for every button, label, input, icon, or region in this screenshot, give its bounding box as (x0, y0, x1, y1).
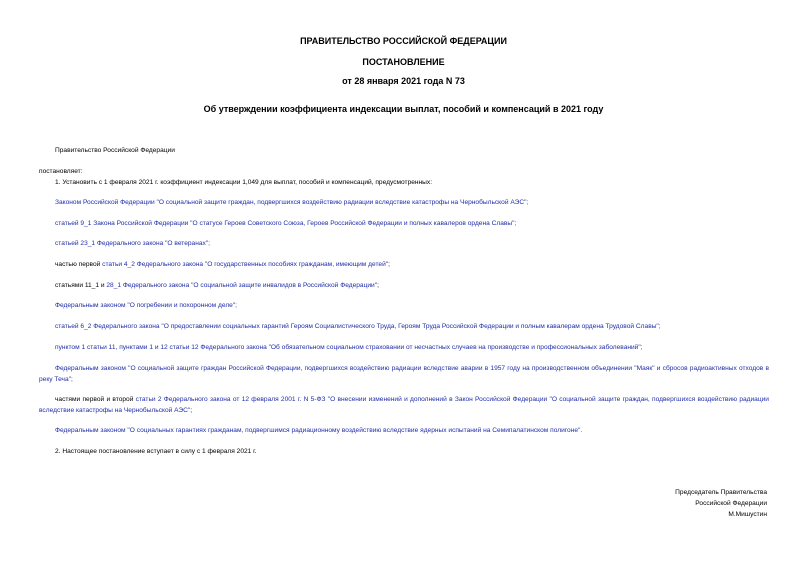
list-item-suffix: ; (190, 407, 193, 414)
list-item-suffix: ; (388, 261, 390, 268)
list-item-law-5fz (39, 394, 769, 416)
government-heading: ПРАВИТЕЛЬСТВО РОССИЙСКОЙ ФЕДЕРАЦИИ (300, 36, 507, 46)
law-link-social-insurance[interactable]: пунктом 1 статьи 11, пунктами 1 и 12 статьи 12 Федерального закона "Об обязательном социальном страховании от несчастных случаев на производстве и профессиональных заболеваний"; (55, 344, 643, 351)
document-date-number: от 28 января 2021 года N 73 (342, 76, 465, 86)
list-item-prefix: статьями 11_1 и (55, 282, 107, 289)
list-item-prefix: частью первой (55, 261, 103, 268)
signature-block (675, 487, 767, 520)
item-1-text: 1. Установить с 1 февраля 2021 г. коэффициент индексации 1,049 для выплат, пособий и компенсаций, предусмотренных: (55, 179, 433, 186)
list-item-child-benefits (55, 259, 390, 270)
law-link-chernobyl[interactable]: Законом Российской Федерации "О социальной защите граждан, подвергшихся воздействию радиации вследствие катастрофы на Чернобыльской АЭС"; (55, 199, 529, 206)
list-item-prefix: частями первой и второй (55, 396, 136, 403)
signature-name: М.Мишустин (728, 511, 767, 518)
law-link-semipalatinsk[interactable]: Федеральным законом "О социальных гарантиях гражданам, подвергшимся радиационному воздействию вследствие ядерных испытаний на Семипалатинском полигоне". (55, 427, 583, 434)
signature-position: Председатель Правительства (675, 489, 767, 496)
law-link-labor-heroes[interactable]: статьей 6_2 Федерального закона "О предоставлении социальных гарантий Героям Социалистического Труда, Героям Труда Российской Федерации и полным кавалерам ордена Трудовой Славы"; (55, 323, 661, 330)
list-item-suffix: ; (377, 282, 379, 289)
decree-word: постановляет: (39, 168, 83, 175)
intro-text: Правительство Российской Федерации (55, 147, 175, 154)
law-link-mayak[interactable]: Федеральным законом "О социальной защите граждан Российской Федерации, подвергшихся воздействию радиации вследствие аварии в 1957 году на производственном объединении "Маяк" и сбросов радиоактивных отходов в реку Теча"; (39, 365, 769, 383)
law-link-burial[interactable]: Федеральным законом "О погребении и похоронном деле"; (55, 302, 238, 309)
law-link-heroes-status[interactable]: статьей 9_1 Закона Российской Федерации "О статусе Героев Советского Союза, Героев Российской Федерации и полных кавалеров ордена Славы"; (55, 220, 517, 227)
signature-country: Российской Федерации (695, 500, 767, 507)
document-type: ПОСТАНОВЛЕНИЕ (362, 57, 445, 67)
law-link-5fz[interactable]: статьи 2 Федерального закона от 12 февраля 2001 г. N 5-ФЗ "О внесении изменений и дополнений в Закон Российской Федерации "О социальной защите граждан, подвергшихся воздействию радиации вследствие катастрофы на Чернобыльской АЭС" (39, 396, 769, 414)
document-title: Об утверждении коэффициента индексации выплат, пособий и компенсаций в 2021 году (203, 104, 604, 114)
law-link-disabled-protection[interactable]: 28_1 Федерального закона "О социальной защите инвалидов в Российской Федерации" (106, 282, 378, 289)
list-item-disabled-protection (55, 280, 379, 291)
law-link-veterans[interactable]: статьей 23_1 Федерального закона "О ветеранах"; (55, 240, 210, 247)
item-2-text: 2. Настоящее постановление вступает в силу с 1 февраля 2021 г. (55, 448, 257, 455)
law-link-child-benefits[interactable]: статьи 4_2 Федерального закона "О государственных пособиях гражданам, имеющим детей" (102, 261, 389, 268)
